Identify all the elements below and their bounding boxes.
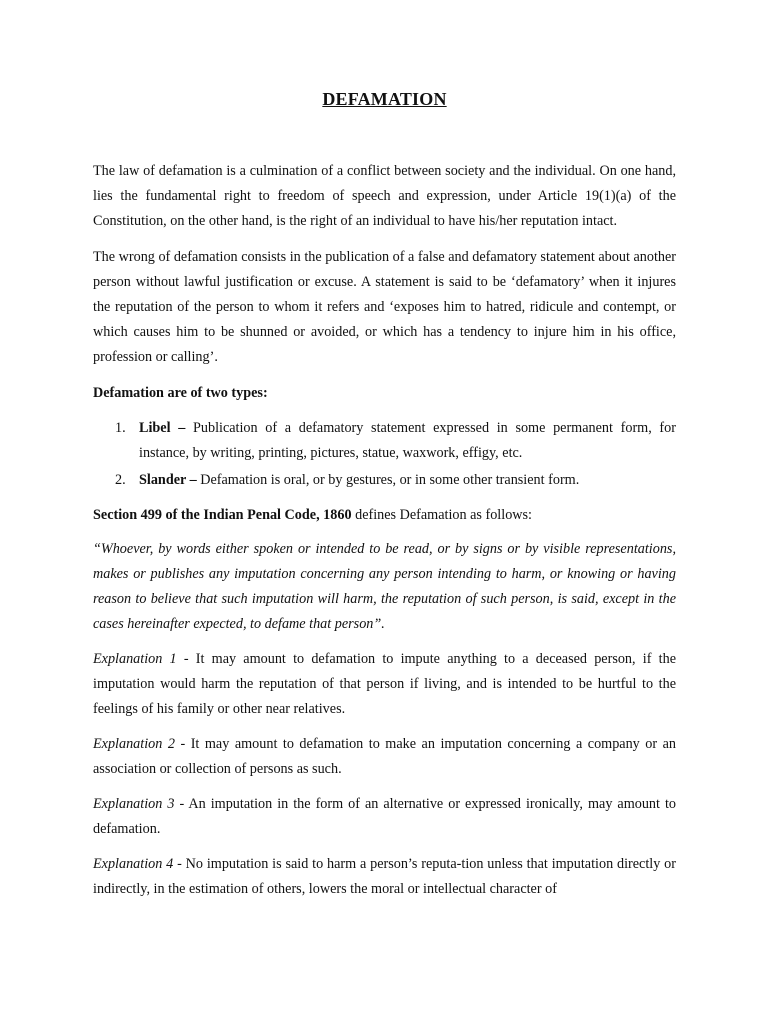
types-list (93, 416, 676, 493)
explanation-text: - It may amount to defamation to impute anything to a deceased person, if the imputation would harm the reputation of that person if living, and is intended to be hurtful to the feelings of his family or other near relatives. (93, 651, 676, 717)
explanation-4 (93, 852, 676, 902)
explanation-label: Explanation 3 (93, 796, 175, 812)
list-term: Slander – (139, 472, 197, 488)
section-reference: Section 499 of the Indian Penal Code, 1860 (93, 507, 352, 523)
explanation-text: - No imputation is said to harm a person’s reputa-tion unless that imputation directly or indirectly, in the estimation of others, lowers the moral or intellectual character of (93, 856, 676, 897)
explanation-label: Explanation 2 (93, 736, 175, 752)
list-number: 1. (115, 420, 126, 436)
section-text: defines Defamation as follows: (351, 507, 532, 523)
list-item-slander (93, 468, 676, 493)
explanation-1 (93, 647, 676, 722)
list-item-libel (93, 416, 676, 466)
list-number: 2. (115, 472, 126, 488)
explanation-text: - It may amount to defamation to make an imputation concerning a company or an association or collection of persons as such. (93, 736, 677, 777)
quote-paragraph: “Whoever, by words either spoken or intended to be read, or by signs or by visible representations, makes or publishes any imputation concerning any person intending to harm, or knowing or having reason to believe that such imputation will harm, the reputation of such person, is said, except in the cases hereinafter expected, to defame that person”. (93, 541, 676, 632)
list-text: Defamation is oral, or by gestures, or in some other transient form. (196, 472, 580, 488)
page-title: DEFAMATION (322, 89, 447, 109)
intro-paragraph: The law of defamation is a culmination of a conflict between society and the individual. On one hand, lies the fundamental right to freedom of speech and expression, under Article 19(1)(a) of the Constitution, on the other hand, is the right of an individual to have his/her reputation intact. (93, 163, 676, 229)
explanation-label: Explanation 1 (93, 651, 177, 667)
types-heading: Defamation are of two types: (93, 385, 268, 401)
list-text: Publication of a defamatory statement expressed in some permanent form, for instance, by writing, printing, pictures, statue, waxwork, effigy, etc. (139, 420, 676, 461)
explanation-2 (93, 732, 676, 782)
definition-paragraph: The wrong of defamation consists in the publication of a false and defamatory statement about another person without lawful justification or excuse. A statement is said to be ‘defamatory’ when it injures the reputation of the person to whom it refers and ‘exposes him to hatred, ridicule and contempt, or which causes him to be shunned or avoided, or which has a tendency to injure him in his office, profession or calling’. (93, 249, 676, 365)
section-paragraph (93, 503, 676, 528)
explanation-text: - An imputation in the form of an alternative or expressed ironically, may amount to defamation. (93, 796, 676, 837)
list-term: Libel – (139, 420, 186, 436)
explanation-label: Explanation 4 (93, 856, 174, 872)
explanation-3 (93, 792, 676, 842)
